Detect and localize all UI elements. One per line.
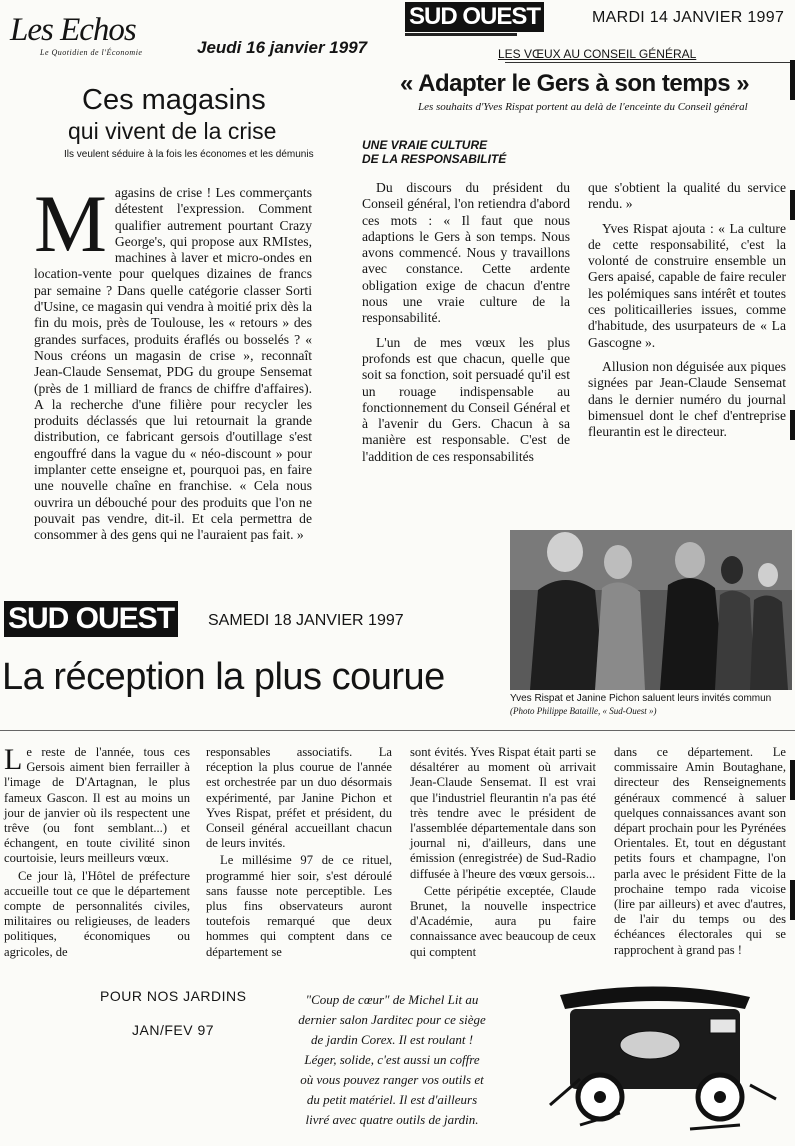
sud-ouest-date-mid: SAMEDI 18 JANVIER 1997 [208,612,404,629]
scan-edge-mark [790,760,795,800]
reception-paragraph: Le millésime 97 de ce rituel, programmé hier soir, s'est déroulé sans fausse note perceptible. Les plus fins observateurs auront toutefois remarqué que deux hommes qui comptent dans ce département se [206,853,392,959]
gers-subhead-line1: UNE VRAIE CULTURE [362,138,488,152]
gers-paragraph: Du discours du président du Conseil général, l'on retiendra d'abord ces mots : « Il faut que nous adaptions le Gers à son temps. Nous avons commencé. Nous y travaillons avec constance. Cette ardente obligation exige de chacun d'entre nous une vraie culture de la responsabilité. [362,180,570,326]
jardins-text-line: Léger, solide, c'est aussi un coffre [304,1052,480,1067]
gers-column-2 [588,180,786,448]
reception-paragraph: Cette péripétie exceptée, Claude Brunet, la nouvelle inspectrice d'Académie, aura pu faire connaissance avec beaucoup de ceux qui comptent [410,883,597,959]
jardins-text [284,990,500,1130]
reception-paragraph: Ce jour là, l'Hôtel de préfecture accueille tout ce que le département compte de personnalités civiles, militaires ou religieuses, de leaders politiques, économiques ou agricoles, de [4,868,190,959]
jardins-text-line: dernier salon Jarditec pour ce siège [298,1012,486,1027]
jardins-text-line: livré avec quatre outils de jardin. [305,1112,479,1127]
reception-photo-figures [510,530,792,690]
jardins-title: POUR NOS JARDINS [100,988,247,1004]
reception-paragraph: e reste de l'année, tous ces Gersois aiment bien ferrailler à l'image de D'Artagnan, le plus fameux Gascon. Il est au moins un jour de janvier où ils respectent une trêve (ou font semblant...) et échangent, en toute civilité sinon courtoisie, leurs meilleurs vœux. [4,745,190,866]
magasins-headline-line2: qui vivent de la crise [68,118,277,144]
les-echos-tagline: Le Quotidien de l'Économie [40,48,143,57]
photo-credit: (Photo Philippe Bataille, « Sud-Ouest ») [510,706,657,716]
jardins-text-line: "Coup de cœur" de Michel Lit au [305,992,479,1007]
scan-edge-mark [790,60,795,100]
scan-edge-mark [790,190,795,220]
gers-headline: « Adapter le Gers à son temps » [400,70,750,97]
scan-edge-mark [790,880,795,920]
reception-paragraph: dans ce département. Le commissaire Amin Boutaghane, directeur des Renseignements généraux commencé à saluer quelques connaissances avant son départ prochain pour les Pyrénées Orientales. Et, tout en dégustant petits fours et champagne, l'on parla avec le président Fitte de la prochaine tempo rada vicoise (lire par ailleurs) et avec d'autres, de l'air du temps ou des échéances électorales qui se rapprochent à grand pas ! [614,745,786,957]
divider-top [505,62,795,63]
sud-ouest-logo-mid: SUD OUEST [4,601,178,637]
sud-ouest-logo-underline [405,33,517,36]
reception-column-2 [206,745,392,968]
magasins-paragraph: agasins de crise ! Les commerçants détestent l'expression. Comment qualifier autrement pourtant Crazy George's, qui propose aux RMIstes, machines à laver et micro-ondes en location-vente pour quelques dizaines de francs par semaine ? Dans quelle catégorie classer Sorti d'Usine, ce magasin qui vendra à moitié prix dès la fin du mois, près de Toulouse, les « retours » des grandes surfaces, produits éraflés ou bosselés ? « Nous créons un magasin de crise », reconnaît Jean-Claude Sensemat, PDG du groupe Sensemat (près de 1 milliard de francs de chiffre d'affaires). A la recherche d'une filière pour recycler les produits déclassés que lui retournait la grande distribution, ce fabricant gersois d'outillage s'est engouffré dans la vague du « néo-discount » pour implanter cette enseigne et, pourquoi pas, en faire une nouvelle chaîne en franchise. « Cela nous ouvrira un débouché pour des produits que l'on ne pouvait pas vendre, dit-il. Et cela permettra de consommer à des gens qui ne l'auraient pas fait. » [34,185,312,543]
magasins-standfirst: Ils veulent séduire à la fois les économes et les démunis [64,149,314,160]
magasins-article-body [34,178,312,552]
reception-paragraph: responsables associatifs. La réception la plus courue de l'année est orchestrée par un duo désormais expérimenté, par Janine Pichon et Yves Rispat, préfet et président, du Conseil général accueillant chacun de leurs invités. [206,745,392,851]
gers-paragraph: Allusion non déguisée aux piques signées par Jean-Claude Sensemat dans le dernier numéro du journal bimensuel dont le chef d'entreprise fleurantin est le directeur. [588,358,786,440]
jardins-text-line: où vous pouvez ranger vos outils et [300,1072,484,1087]
gers-paragraph: L'un de mes vœux les plus profonds est que chacun, quelle que soit sa fonction, soit persuadé qu'il est un rouage indispensable au fonctionnement du Conseil Général et à l'avenir du Gers. Chacun à sa manière est responsable. C'est de l'addition de ces responsabilités [362,334,570,464]
jardins-text-line: de jardin Corex. Il est roulant ! [310,1032,474,1047]
gers-kicker: LES VŒUX AU CONSEIL GÉNÉRAL [498,47,697,61]
gers-subhead-line2: DE LA RESPONSABILITÉ [362,152,507,166]
les-echos-logo: Les Echos [10,12,136,48]
divider-reception [0,730,795,731]
reception-headline: La réception la plus courue [2,656,445,698]
jardins-issue: JAN/FEV 97 [132,1022,215,1038]
gers-column-1 [362,180,570,473]
gers-subhead [362,138,506,166]
gers-paragraph: que s'obtient la qualité du service rendu. » [588,180,786,212]
les-echos-date: Jeudi 16 janvier 1997 [197,38,368,57]
gers-standfirst: Les souhaits d'Yves Rispat portent au delà de l'enceinte du Conseil général [418,101,748,113]
reception-column-1 [4,745,190,968]
garden-seat-illustration [540,975,780,1135]
sud-ouest-date-top: MARDI 14 JANVIER 1997 [592,9,785,26]
sud-ouest-logo-top: SUD OUEST [405,2,544,32]
photo-caption [510,693,771,717]
magasins-headline-line1: Ces magasins [82,84,266,116]
reception-paragraph: sont évités. Yves Rispat était parti se désaltérer au moment où arrivait Jean-Claude Sensemat. Il est vrai que l'industriel fleurantin n'a pas été très tendre avec le président de l'assemblée départementale dans son journal ni, d'ailleurs, dans une émission (enregistrée) de Sud-Radio diffusée à l'heure des vœux gersois... [410,745,596,881]
magasins-dropcap: M [34,178,107,269]
garden-seat-drawing [540,975,780,1135]
scan-edge-mark [790,410,795,440]
reception-photo [510,530,792,690]
photo-caption-text: Yves Rispat et Janine Pichon saluent leurs invités commun [510,693,772,704]
reception-dropcap: L [4,743,23,776]
reception-column-4 [614,745,786,966]
jardins-text-line: du petit matériel. Il est d'ailleurs [306,1092,478,1107]
gers-paragraph: Yves Rispat ajouta : « La culture de cette responsabilité, c'est la volonté de construire ensemble un Gers apaisé, capable de faire reculer les polémiques sans intérêt et toutes ces politicailleries issues, comme d'habitude, des usurpateurs de « La Gascogne ». [588,220,786,350]
reception-column-3 [410,745,596,968]
